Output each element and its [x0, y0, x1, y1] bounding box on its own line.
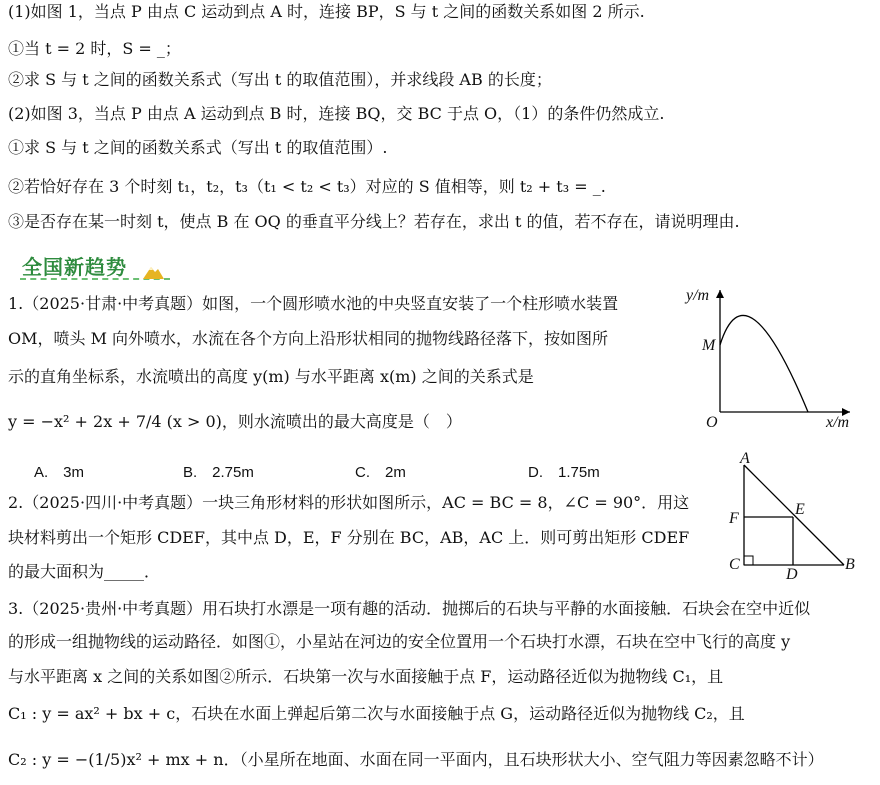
part1-line-2: ①当 t = 2 时，S = _；: [8, 39, 181, 58]
q2-label-f: F: [729, 510, 739, 527]
q1-line-1: 1.（2025·甘肃·中考真题）如图，一个圆形喷水池的中央竖直安装了一个柱形喷水装置: [8, 294, 619, 313]
section-banner: 全国新趋势: [22, 255, 127, 279]
q2-line-2: 块材料剪出一个矩形 CDEF，其中点 D，E，F 分别在 BC，AB，AC 上．则可剪出矩形 CDEF: [8, 528, 690, 547]
mountain-icon: [141, 262, 165, 280]
q1-choice-d: D. 1.75m: [528, 464, 600, 481]
q1-point-m-label: M: [702, 337, 716, 354]
q2-label-e: E: [795, 501, 805, 518]
q2-line-1: 2.（2025·四川·中考真题）一块三角形材料的形状如图所示，AC = BC = 8，∠C = 90°．用这: [8, 493, 690, 512]
q3-line-3: 与水平距离 x 之间的关系如图②所示．石块第一次与水面接触于点 F，运动路径近似为抛物线 C₁，且: [8, 667, 724, 686]
q1-line-3: 示的直角坐标系，水流喷出的高度 y(m) 与水平距离 x(m) 之间的关系式是: [8, 367, 534, 386]
part1-line-4: (2)如图 3，当点 P 由点 A 运动到点 B 时，连接 BQ，交 BC 于点 O，（1）的条件仍然成立.: [8, 104, 665, 123]
q1-line-4: y = −x² + 2x + 7/4 (x > 0)，则水流喷出的最大高度是（ ）: [8, 412, 462, 431]
part1-line-1: (1)如图 1，当点 P 由点 C 运动到点 A 时，连接 BP，S 与 t 之间的函数关系如图 2 所示.: [8, 2, 645, 21]
part1-line-6: ②若恰好存在 3 个时刻 t₁，t₂，t₃（t₁ < t₂ < t₃）对应的 S 值相等，则 t₂ + t₃ = _.: [8, 177, 606, 196]
q1-choice-b: B. 2.75m: [183, 464, 254, 481]
q2-label-a: A: [740, 450, 750, 467]
q1-choice-a: A. 3m: [34, 464, 85, 481]
q1-y-axis-label: y/m: [686, 287, 710, 304]
q2-label-c: C: [729, 556, 740, 573]
q2-line-3: 的最大面积为_____．: [8, 562, 161, 581]
q3-line-4: C₁ : y = ax² + bx + c，石块在水面上弹起后第二次与水面接触于点 G，运动路径近似为抛物线 C₂，且: [8, 704, 745, 723]
q1-choice-c: C. 2m: [355, 464, 406, 481]
q1-parabola-curve: [720, 315, 808, 412]
part1-line-5: ①求 S 与 t 之间的函数关系式（写出 t 的取值范围）.: [8, 138, 388, 157]
q2-label-d: D: [786, 566, 798, 583]
q2-label-b: B: [845, 556, 855, 573]
part1-line-3: ②求 S 与 t 之间的函数关系式（写出 t 的取值范围），并求线段 AB 的长度；: [8, 70, 552, 89]
part1-line-7: ③是否存在某一时刻 t，使点 B 在 OQ 的垂直平分线上？若存在，求出 t 的值，若不存在，请说明理由.: [8, 212, 740, 231]
q3-line-5: C₂ : y = −(1/5)x² + mx + n．（小星所在地面、水面在同一平面内，且石块形状大小、空气阻力等因素忽略不计）: [8, 750, 824, 769]
q1-x-axis-label: x/m: [826, 414, 850, 431]
q1-origin-label: O: [706, 414, 718, 431]
q1-line-2: OM，喷头 M 向外喷水，水流在各个方向上沿形状相同的抛物线路径落下，按如图所: [8, 329, 609, 348]
q3-line-2: 的形成一组抛物线的运动路径．如图①，小星站在河边的安全位置用一个石块打水漂，石块在空中飞行的高度 y: [8, 632, 791, 651]
q3-line-1: 3.（2025·贵州·中考真题）用石块打水漂是一项有趣的活动．抛掷后的石块与平静的水面接触．石块会在空中近似: [8, 599, 811, 618]
